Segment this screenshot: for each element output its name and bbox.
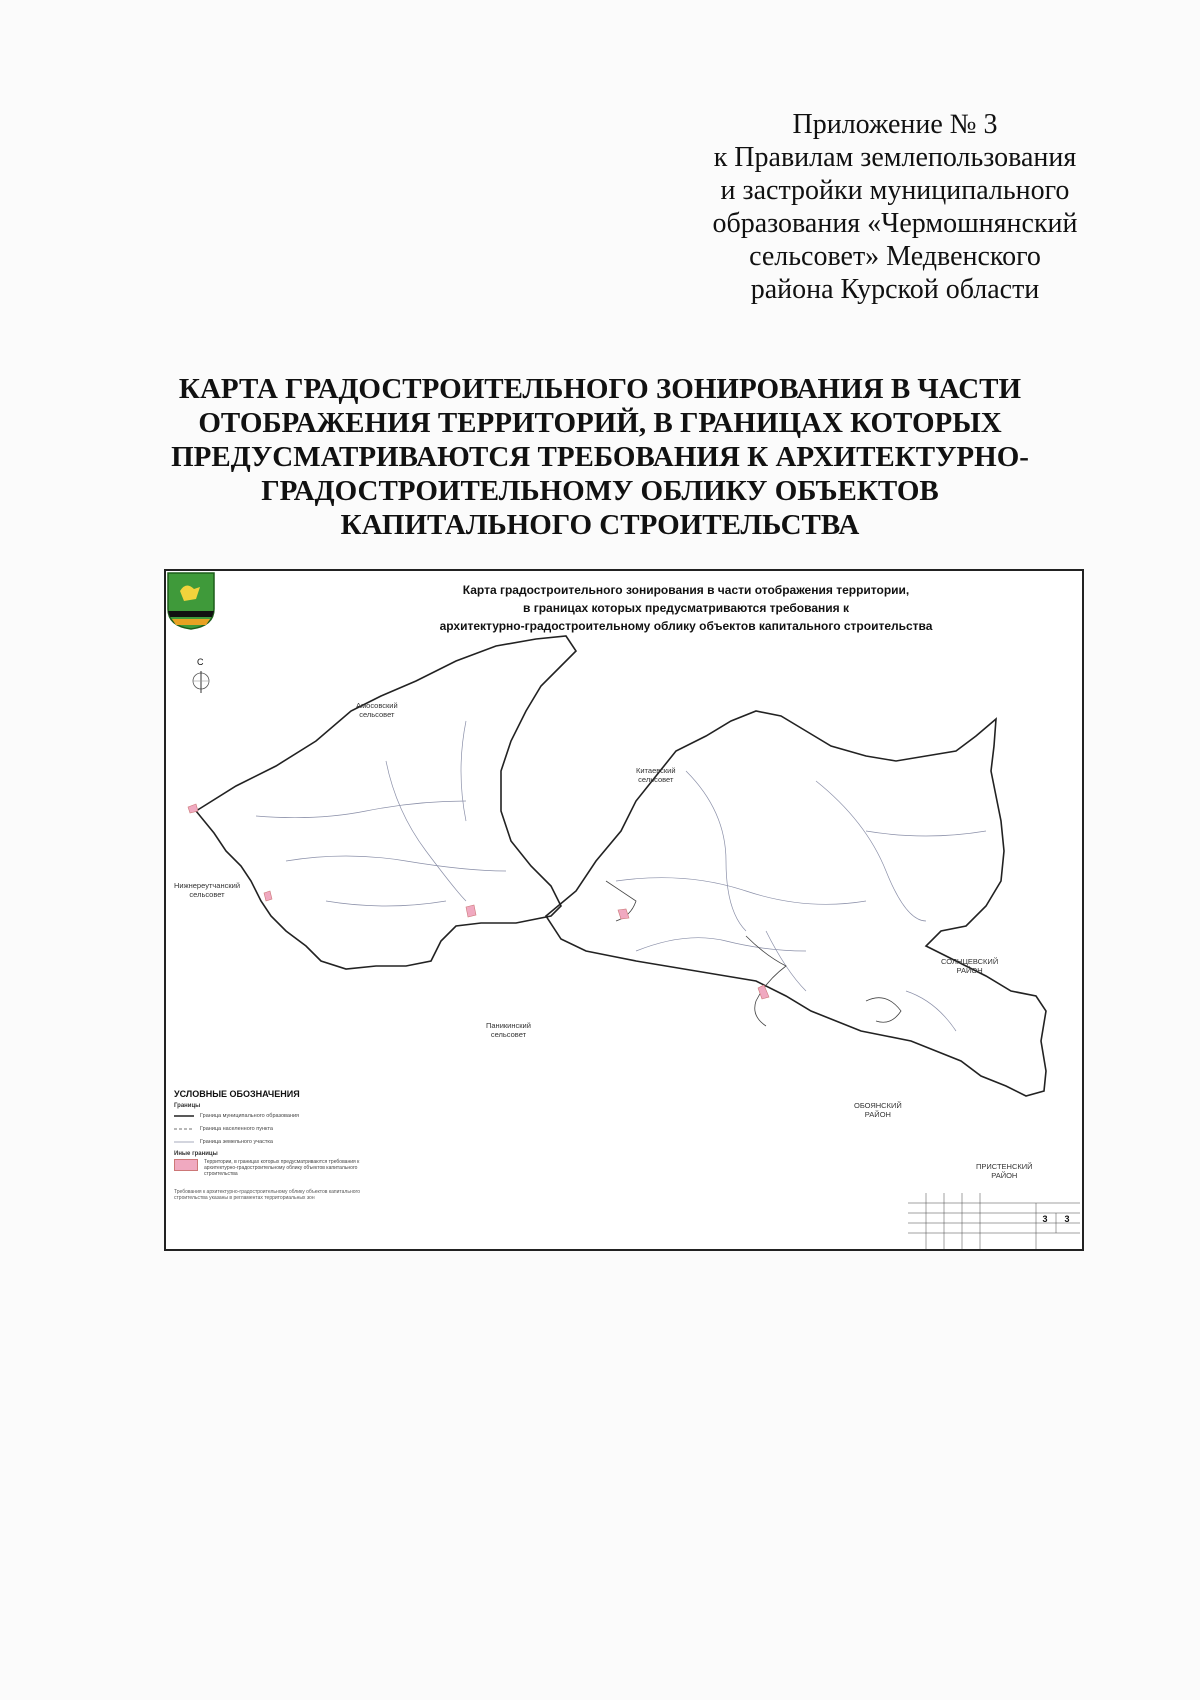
zoning-map: [164, 569, 1084, 1251]
map-drawing: [166, 571, 1082, 1249]
legend-item-zone: [174, 1159, 374, 1177]
municipality-boundary-west: [196, 636, 576, 969]
road: [256, 801, 466, 818]
neighbor-label-line: РАЙОН: [956, 966, 983, 975]
sheet-total: 3: [1064, 1214, 1070, 1224]
road: [326, 901, 446, 906]
legend-item-label: Территории, в границах которых предусматриваются требования к архитектурно-градостроительному облику объектов капитального строительства: [204, 1159, 360, 1177]
neighbor-label: [356, 701, 398, 719]
emblem-icon: [166, 571, 216, 631]
sheet-number: 3: [1042, 1214, 1048, 1224]
neighbor-label-line: СОЛНЦЕВСКИЙ: [941, 957, 999, 966]
road: [866, 831, 986, 836]
annex-header: [690, 108, 1100, 306]
road: [286, 856, 506, 871]
neighbor-label-line: сельсовет: [189, 890, 225, 899]
map-title-line: архитектурно-градостроительному облику объектов капитального строительства: [439, 619, 933, 633]
title-line: ПРЕДУСМАТРИВАЮТСЯ ТРЕБОВАНИЯ К АРХИТЕКТУРНО-: [171, 441, 1029, 473]
compass-letter: С: [197, 657, 204, 667]
legend-item: [200, 1111, 299, 1121]
neighbor-label-line: ПРИСТЕНСКИЙ: [976, 1162, 1033, 1171]
neighbor-label-line: Паникинский: [486, 1021, 531, 1030]
annex-line: района Курской области: [750, 274, 1040, 305]
settlement-boundary: [866, 998, 901, 1023]
annex-line: образования «Чермошнянский: [712, 208, 1078, 239]
architectural-zone: [264, 891, 272, 901]
title-line: КАПИТАЛЬНОГО СТРОИТЕЛЬСТВА: [340, 509, 860, 541]
legend-zone-swatch: [174, 1159, 198, 1171]
architectural-zone: [188, 804, 198, 813]
neighbor-label-line: сельсовет: [490, 1030, 527, 1039]
neighbor-label-line: Амосовский: [356, 701, 398, 710]
municipality-boundary-east: [546, 711, 1046, 1096]
neighbor-label: [976, 1162, 1033, 1180]
neighbor-label: [174, 881, 240, 899]
title-block-grid: [908, 1193, 1080, 1249]
annex-line: и застройки муниципального: [720, 175, 1070, 206]
map-title: [326, 581, 1046, 635]
legend-item-label: Граница населенного пункта: [200, 1126, 273, 1132]
legend-item-label: Граница муниципального образования: [200, 1113, 300, 1119]
architectural-zone: [618, 909, 629, 919]
neighbor-label-line: ОБОЯНСКИЙ: [854, 1101, 902, 1110]
neighbor-label-line: Китаевский: [636, 766, 676, 775]
neighbor-label: [486, 1021, 531, 1039]
legend-group-title: Иные границы: [174, 1151, 218, 1157]
legend-item: [200, 1124, 273, 1134]
neighbor-label-line: РАЙОН: [864, 1110, 891, 1119]
legend-item-label: Граница земельного участка: [200, 1139, 273, 1145]
road: [906, 991, 956, 1031]
architectural-zone: [466, 905, 476, 917]
annex-line: Приложение № 3: [792, 109, 998, 140]
road: [686, 771, 746, 931]
neighbor-label-line: Нижнереутчанский: [174, 881, 241, 890]
neighbor-label: [636, 766, 676, 784]
neighbor-label: [854, 1101, 902, 1119]
road: [386, 761, 466, 901]
legend-group-title: Границы: [174, 1103, 201, 1109]
road: [816, 781, 926, 921]
neighbor-label-line: РАЙОН: [991, 1171, 1018, 1180]
road: [766, 931, 806, 991]
road: [461, 721, 466, 821]
title-line: ГРАДОСТРОИТЕЛЬНОМУ ОБЛИКУ ОБЪЕКТОВ: [261, 475, 939, 507]
neighbor-label-line: сельсовет: [359, 710, 395, 719]
road: [636, 938, 806, 951]
legend-title: УСЛОВНЫЕ ОБОЗНАЧЕНИЯ: [174, 1089, 300, 1099]
map-title-line: Карта градостроительного зонирования в части отображения территории,: [462, 583, 910, 597]
road: [616, 878, 866, 905]
annex-line: к Правилам землепользования: [713, 142, 1077, 173]
neighbor-label-line: сельсовет: [638, 775, 674, 784]
title-line: ОТОБРАЖЕНИЯ ТЕРРИТОРИЙ, В ГРАНИЦАХ КОТОРЫХ: [198, 407, 1002, 439]
legend-note: Требования к архитектурно-градостроительному облику объектов капитального строительства указаны в регламентах территориальных зон: [174, 1189, 360, 1201]
neighbor-label: [941, 957, 998, 975]
legend-item: [200, 1137, 273, 1147]
document-title: [150, 372, 1050, 542]
annex-line: сельсовет» Медвенского: [749, 241, 1041, 272]
map-title-line: в границах которых предусматриваются требования к: [523, 601, 849, 615]
title-line: КАРТА ГРАДОСТРОИТЕЛЬНОГО ЗОНИРОВАНИЯ В ЧАСТИ: [178, 373, 1022, 405]
